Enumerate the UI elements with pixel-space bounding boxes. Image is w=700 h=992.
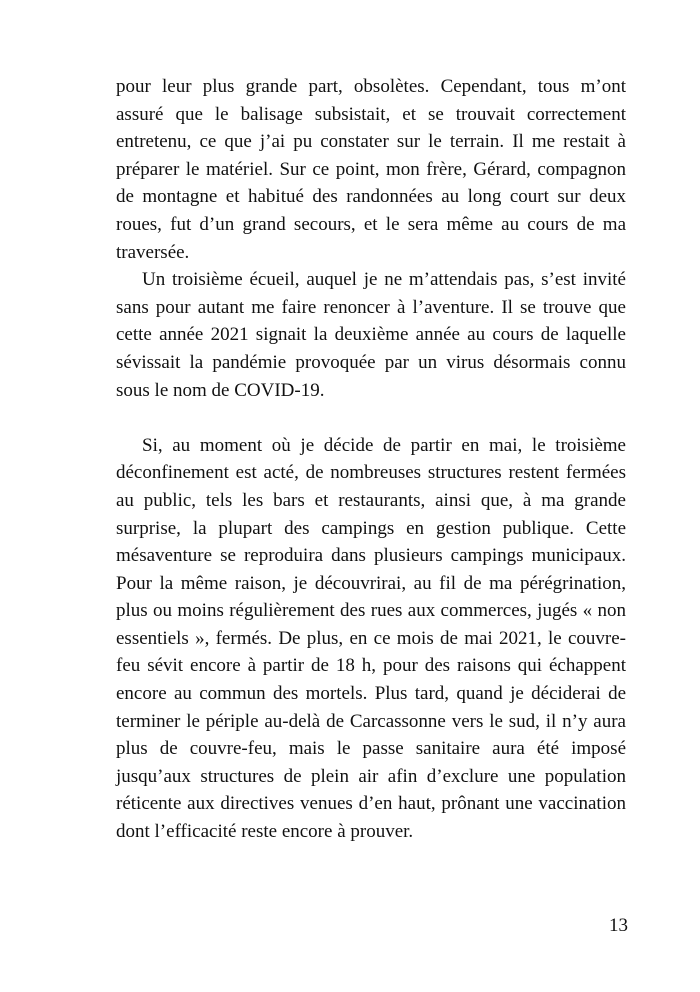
body-text	[116, 73, 626, 846]
paragraph-deconfinement: Si, au moment où je décide de partir en mai, le troisième déconfinement est acté, de nombreuses structures restent fermées au public, tels les bars et restaurants, ainsi que, à ma grande surprise, la plupart des campings en gestion publique. Cette mésaventure se reproduira dans plusieurs campings municipaux. Pour la même raison, je découvrirai, au fil de ma pérégrination, plus ou moins régulièrement des rues aux commerces, jugés « non essentiels », fermés. De plus, en ce mois de mai 2021, le couvre-feu sévit encore à partir de 18 h, pour des raisons qui échappent encore au commun des mortels. Plus tard, quand je déciderai de terminer le périple au-delà de Carcassonne vers le sud, il n’y aura plus de couvre-feu, mais le passe sanitaire aura été imposé jusqu’aux structures de plein air afin d’exclure une population réticente aux directives venues d’en haut, prônant une vaccination dont l’efficacité reste encore à prouver.	[116, 434, 626, 843]
page-number: 13	[609, 915, 628, 936]
paragraph-continuation: pour leur plus grande part, obsolètes. Cependant, tous m’ont assuré que le balisage subsistait, et se trouvait correctement entretenu, ce que j’ai pu constater sur le terrain. Il me restait à préparer le matériel. Sur ce point, mon frère, Gérard, compagnon de montagne et habitué des randonnées au long court sur deux roues, fut d’un grand secours, et le sera même au cours de ma traversée.	[116, 76, 626, 263]
paragraph-third-obstacle: Un troisième écueil, auquel je ne m’attendais pas, s’est invité sans pour autant me faire renoncer à l’aventure. Il se trouve que cette année 2021 signait la deuxième année au cours de laquelle sévissait la pandémie provoquée par un virus désormais connu sous le nom de COVID-19.	[116, 269, 626, 401]
